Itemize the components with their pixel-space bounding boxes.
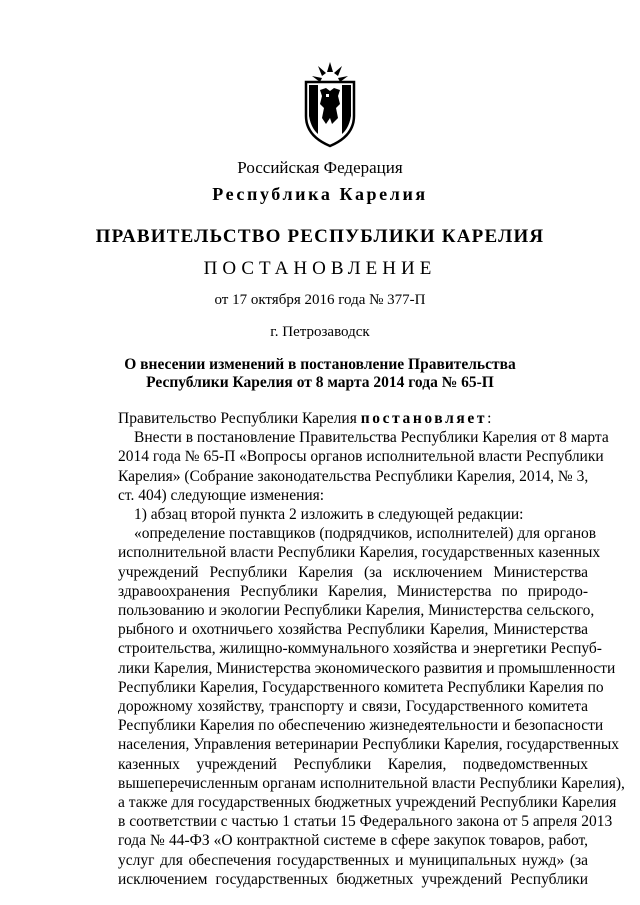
title-line: Республики Карелия от 8 марта 2014 года № 65-П: [146, 374, 494, 391]
body-line: населения, Управления ветеринарии Республики Карелия, государственных: [118, 736, 620, 754]
country-name: Российская Федерация: [237, 158, 403, 177]
government-heading: ПРАВИТЕЛЬСТВО РЕСПУБЛИКИ КАРЕЛИЯ: [95, 226, 545, 247]
body-line: учреждений Республики Карелия (за исключением Министерства: [118, 563, 588, 581]
body-line: исполнительной власти Республики Карелия, государственных казенных: [118, 544, 601, 562]
document-city: г. Петрозаводск: [270, 324, 370, 340]
document-type: ПОСТАНОВЛЕНИЕ: [203, 258, 437, 279]
document-body: [118, 409, 625, 889]
body-line: здравоохранения Республики Карелия, Министерства по природо-: [118, 582, 588, 600]
body-line: ст. 404) следующие изменения:: [118, 486, 325, 504]
body-line: вышеперечисленным органам исполнительной власти Республики Карелия),: [118, 774, 625, 792]
body-line: Внести в постановление Правительства Республики Карелия от 8 марта: [134, 429, 609, 447]
body-line: рыбного и охотничьего хозяйства Республики Карелия, Министерства: [118, 621, 588, 639]
body-line: казенных учреждений Республики Карелия, подведомственных: [118, 755, 588, 773]
document-title: [0, 356, 640, 392]
republic-name: Республика Карелия: [212, 184, 428, 204]
intro-suffix: :: [487, 410, 492, 427]
intro-resolves: постановляет: [360, 410, 488, 427]
body-line: «определение поставщиков (подрядчиков, исполнителей) для органов: [134, 525, 597, 543]
body-line: дорожному хозяйству, транспорту и связи, Государственного комитета: [118, 698, 588, 716]
body-line: лики Карелия, Министерства экономического развития и промышленности: [118, 659, 616, 677]
intro-prefix: Правительство Республики Карелия: [118, 410, 361, 427]
body-line: строительства, жилищно-коммунального хозяйства и энергетики Респуб-: [118, 640, 602, 658]
body-line: исключением государственных бюджетных учреждений Республики: [118, 870, 588, 888]
karelia-coat-of-arms-icon: [296, 60, 364, 148]
body-line: а также для государственных бюджетных учреждений Республики Карелия: [118, 794, 617, 812]
body-line: 1) абзац второй пункта 2 изложить в следующей редакции:: [134, 506, 524, 524]
body-line: Республики Карелия по обеспечению жизнедеятельности и безопасности: [118, 717, 604, 735]
body-line: года № 44-ФЗ «О контрактной системе в сфере закупок товаров, работ,: [118, 832, 588, 850]
body-line: Карелия» (Собрание законодательства Республики Карелия, 2014, № 3,: [118, 467, 589, 485]
document-date-number: от 17 октября 2016 года № 377-П: [214, 292, 426, 308]
body-line: пользованию и экологии Республики Карелия, Министерства сельского,: [118, 602, 595, 620]
body-line: услуг для обеспечения государственных и муниципальных нужд» (за: [118, 851, 588, 869]
body-line: в соответствии с частью 1 статьи 15 Федерального закона от 5 апреля 2013: [118, 813, 613, 831]
title-line: О внесении изменений в постановление Правительства: [124, 356, 516, 373]
body-line: Республики Карелия, Государственного комитета Республики Карелия по: [118, 678, 604, 696]
intro-line: [118, 409, 588, 428]
body-line: 2014 года № 65-П «Вопросы органов исполнительной власти Республики: [118, 448, 604, 466]
